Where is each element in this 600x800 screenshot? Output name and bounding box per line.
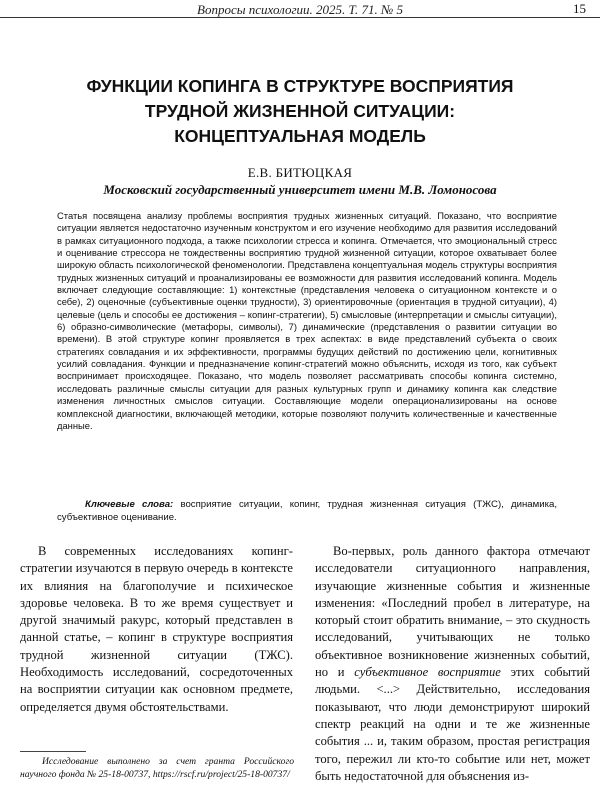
body-column-left: В современных исследованиях копинг-стратегии изучаются в первую очередь в контексте их влияния на благополучие и психическое здоровье человека. В то же время существует и другой значимый ракурс, который представлен в данной статье, – копинг в структуре восприятия трудной жизненной ситуации (ТЖС). Необходимость исследований, сосредоточенных на восприятии ситуации как основном предмете, определяется двумя обстоятельствами.	[20, 544, 293, 714]
footnote: Исследование выполнено за счет гранта Российского научного фонда № 25-18-00737, https://rscf.ru/project/25-18-00737/	[20, 756, 294, 780]
article-title	[20, 74, 580, 149]
body-right-text-1: Во-первых, роль данного фактора отмечают исследователи ситуационного направления, изучающие жизненные события и жизненные изменения: «Последний пробел в литературе, на который стоит обратить внимание, – это скудность исследований, учитывающих не только объективное возникновение жизненных событий, но и	[315, 544, 590, 680]
keywords-label: Ключевые слова:	[85, 499, 174, 510]
running-header	[0, 0, 600, 18]
title-line-3: КОНЦЕПТУАЛЬНАЯ МОДЕЛЬ	[174, 126, 426, 146]
author-affiliation: Московский государственный университет имени М.В. Ломоносова	[103, 182, 497, 197]
title-line-1: ФУНКЦИИ КОПИНГА В СТРУКТУРЕ ВОСПРИЯТИЯ	[86, 76, 514, 96]
footnote-rule	[20, 751, 86, 752]
journal-header: Вопросы психологии. 2025. Т. 71. № 5	[197, 2, 403, 17]
body-right-emphasis: субъективное восприятие	[354, 665, 501, 680]
body-right-text-2: этих событий людьми. <...> Действительно, исследования показывают, что люди демонстрируют широкий спектр реакций на одни и те же жизненные события ... и, таким образом, простая регистрация того, пережил ли кто-то событие или нет, может быть недостаточной для объяснения из-	[315, 665, 590, 783]
body-column-right	[315, 543, 590, 785]
abstract: Статья посвящена анализу проблемы восприятия трудных жизненных ситуаций. Показано, что восприятие ситуации является недостаточно изученным конструктом и его изучение необходимо для развития исследований в рамках ситуационного подхода, а также психологии стресса и копинга. Отмечается, что эмоциональный стресс и оценивание стрессора не тождественны восприятию трудной жизненной ситуации, которое охватывает более широкую область психологической феноменологии. Представлена концептуальная модель структуры восприятия трудных жизненных ситуаций и проанализированы ее возможности для развития исследований копинга. Модель включает следующие составляющие: 1) контекстные (представления человека о ситуационном контексте и о себе), 2) оценочные (субъективные оценки трудности), 3) ориентировочные (ориентация в трудной ситуации), 4) целевые (цель и способы ее достижения – копинг-стратегии), 5) смысловые (интерпретации и смыслы ситуации), 6) образно-символические (метафоры, символы), 7) динамические (представления о развитии ситуации во времени). В этой структуре копинг проявляется в трех аспектах: в виде представлений субъекта о своих стратегиях совладания и их эффективности, программы будущих действий по достижению цели, когнитивных усилий совладания. Функции и предназначение копинг-стратегий можно объяснить, исходя из того, как субъект воспринимает происходящее. Показано, что модель позволяет рассматривать способы копинга системно, исследовать различные смыслы ситуации для разных культурных групп и динамику копинга как следствие изменения личностных смыслов ситуации. Составляющие модели операционализированы на основе комплексной диагностики, включающей методики, которые позволяют получить количественные и качественные данные.	[57, 210, 557, 431]
title-line-2: ТРУДНОЙ ЖИЗНЕННОЙ СИТУАЦИИ:	[144, 101, 456, 121]
header-rule	[0, 17, 600, 18]
keywords-text: восприятие ситуации, копинг, трудная жизненная ситуация (ТЖС), динамика, субъективное оценивание.	[57, 499, 557, 523]
author-name: Е.В. БИТЮЦКАЯ	[247, 165, 353, 180]
keywords	[57, 498, 557, 524]
page-number: 15	[573, 1, 586, 16]
